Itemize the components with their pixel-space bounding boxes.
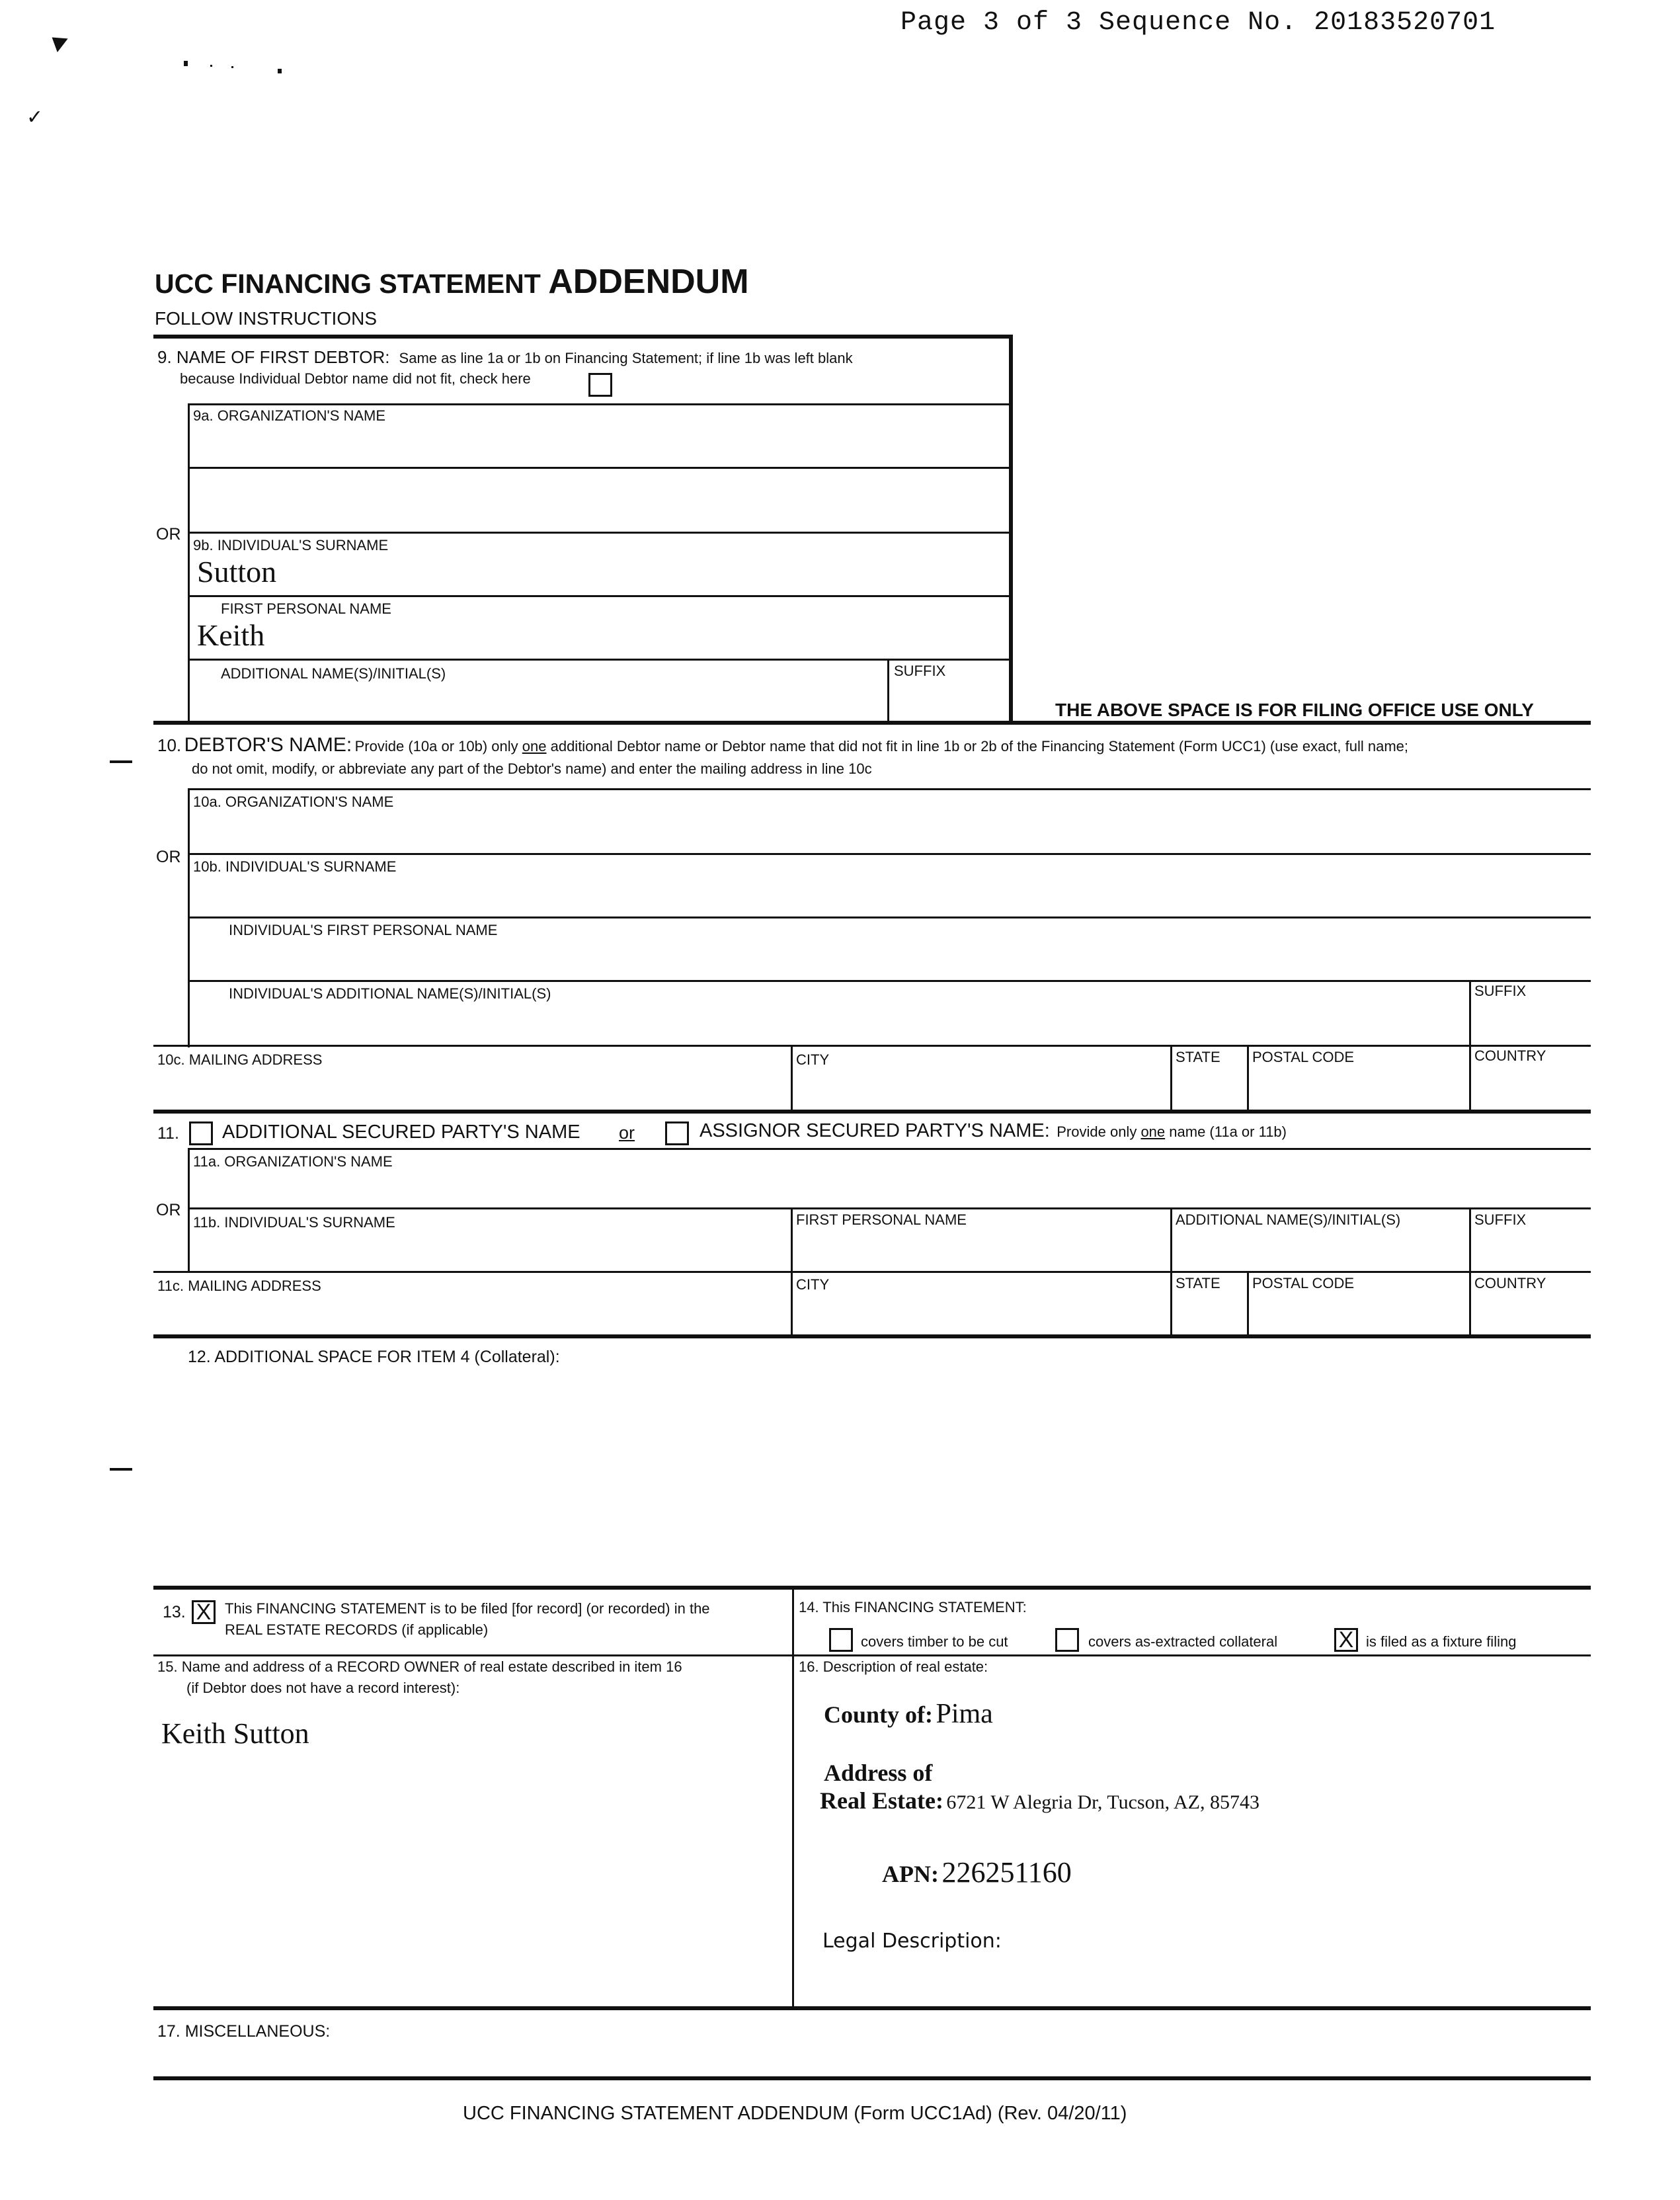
margin-mark <box>110 1468 132 1471</box>
rule <box>153 721 1591 725</box>
section9-note: because Individual Debtor name did not fit, check here <box>180 370 531 387</box>
scan-mark <box>210 65 212 67</box>
section9-surname-label: 9b. INDIVIDUAL'S SURNAME <box>193 537 389 553</box>
section11-additional-party-label: ADDITIONAL SECURED PARTY'S NAME <box>222 1121 580 1143</box>
rule <box>188 853 1591 855</box>
section11-mailing-field[interactable] <box>159 1295 787 1332</box>
section11-org-name-label: 11a. ORGANIZATION'S NAME <box>193 1153 393 1170</box>
section9-first-name-value[interactable]: Keith <box>197 618 265 652</box>
section15-record-owner[interactable]: Keith Sutton <box>161 1717 309 1750</box>
rule <box>188 1148 190 1272</box>
rule <box>188 403 1010 405</box>
form-footer: UCC FINANCING STATEMENT ADDENDUM (Form UCC1Ad) (Rev. 04/20/11) <box>463 2103 1127 2124</box>
section9-heading: 9. NAME OF FIRST DEBTOR: Same as line 1a or 1b on Financing Statement; if line 1b was left blank <box>157 347 853 367</box>
section9-same-as-checkbox[interactable] <box>588 373 612 397</box>
section10-city-field[interactable] <box>795 1069 1166 1106</box>
section14-fixture-checkbox[interactable]: X <box>1334 1628 1358 1652</box>
scan-mark <box>231 66 233 68</box>
rule <box>1247 1045 1249 1110</box>
rule <box>188 403 190 721</box>
rule <box>792 1590 794 2006</box>
section13-text-2: REAL ESTATE RECORDS (if applicable) <box>225 1621 489 1638</box>
section14-timber-label: covers timber to be cut <box>861 1633 1008 1650</box>
section16-legal-label: Legal Description: <box>822 1930 1002 1953</box>
form-title <box>155 262 749 302</box>
rule <box>153 1654 1591 1656</box>
rule <box>1170 1207 1172 1272</box>
rule <box>1469 1045 1471 1110</box>
section11-org-name-field[interactable] <box>192 1169 1580 1206</box>
follow-instructions: FOLLOW INSTRUCTIONS <box>155 308 378 329</box>
section11-or: OR <box>156 1201 181 1219</box>
section9-suffix-label: SUFFIX <box>894 663 946 679</box>
section13-num: 13. <box>163 1603 186 1621</box>
section9-org-name-label: 9a. ORGANIZATION'S NAME <box>193 407 386 424</box>
section9-org-name-field[interactable] <box>192 423 1005 463</box>
section10-first-name-field[interactable] <box>192 938 1580 977</box>
section10-note: do not omit, modify, or abbreviate any part of the Debtor's name) and enter the mailing address in line 10c <box>192 760 872 777</box>
scan-mark: ✓ <box>26 106 44 129</box>
section11-or-word: or <box>619 1123 635 1143</box>
section10-mailing-field[interactable] <box>159 1069 787 1106</box>
section16-apn: APN: 226251160 <box>882 1856 1072 1889</box>
section17-label: 17. MISCELLANEOUS: <box>157 2022 331 2041</box>
rule <box>188 980 1591 982</box>
rule <box>153 2076 1591 2080</box>
form-title-emph: ADDENDUM <box>548 263 749 301</box>
section15-label-2: (if Debtor does not have a record interest): <box>186 1680 460 1696</box>
section14-timber-checkbox[interactable] <box>829 1628 853 1652</box>
section10-or: OR <box>156 848 181 866</box>
section11-first-name-label: FIRST PERSONAL NAME <box>796 1211 967 1228</box>
section9-first-name-label: FIRST PERSONAL NAME <box>221 600 391 617</box>
section16-label: 16. Description of real estate: <box>799 1658 988 1675</box>
section11-state-label: STATE <box>1176 1275 1220 1291</box>
scan-mark <box>278 69 282 73</box>
rule <box>153 1334 1591 1338</box>
section9-additional-field[interactable] <box>192 681 885 718</box>
section10-surname-field[interactable] <box>192 874 1580 914</box>
rule <box>188 1207 1591 1209</box>
section14-fixture-label: is filed as a fixture filing <box>1366 1633 1517 1650</box>
rule <box>1170 1271 1172 1334</box>
rule <box>1247 1271 1249 1334</box>
section12-collateral-field[interactable] <box>188 1369 1583 1580</box>
section10-suffix-label: SUFFIX <box>1474 983 1527 999</box>
filing-office-note: THE ABOVE SPACE IS FOR FILING OFFICE USE ONLY <box>1055 700 1534 720</box>
section11-surname-field[interactable] <box>192 1231 787 1268</box>
rule <box>153 1110 1591 1114</box>
section10-state-label: STATE <box>1176 1049 1220 1065</box>
section11-country-label: COUNTRY <box>1474 1275 1546 1291</box>
rule <box>1009 335 1013 721</box>
section14-label: 14. This FINANCING STATEMENT: <box>799 1599 1027 1615</box>
section10-first-name-label: INDIVIDUAL'S FIRST PERSONAL NAME <box>229 922 498 938</box>
section17-misc-field[interactable] <box>159 2043 1580 2072</box>
section10-city-label: CITY <box>796 1051 830 1068</box>
section14-as-extracted-checkbox[interactable] <box>1055 1628 1079 1652</box>
rule <box>188 917 1591 918</box>
section10-additional-field[interactable] <box>192 1001 1461 1041</box>
section9-surname-value[interactable]: Sutton <box>197 555 277 589</box>
rule <box>153 1045 1591 1047</box>
rule <box>188 595 1010 597</box>
section11-assignor-party-checkbox[interactable] <box>665 1121 689 1145</box>
section11-surname-label: 11b. INDIVIDUAL'S SURNAME <box>193 1214 395 1231</box>
section16-address-label: Address of <box>824 1760 933 1786</box>
section10-org-name-field[interactable] <box>192 811 1580 850</box>
rule <box>1469 980 1471 1047</box>
section10-mailing-label: 10c. MAILING ADDRESS <box>157 1051 323 1068</box>
section10-surname-label: 10b. INDIVIDUAL'S SURNAME <box>193 858 397 875</box>
section11-postal-label: POSTAL CODE <box>1252 1275 1355 1291</box>
section11-suffix-label: SUFFIX <box>1474 1211 1527 1228</box>
rule <box>1170 1045 1172 1110</box>
scan-mark <box>184 61 188 66</box>
section11-additional-party-checkbox[interactable] <box>189 1121 213 1145</box>
rule <box>188 532 1010 534</box>
section10-heading: 10. DEBTOR'S NAME: Provide (10a or 10b) only one additional Debtor name or Debtor name that did not fit in line 1b or 2b of the Financing Statement (Form UCC1) (use exact, full name; <box>157 734 1409 756</box>
margin-mark <box>110 760 132 763</box>
page-sequence-header: Page 3 of 3 Sequence No. 20183520701 <box>900 8 1496 38</box>
rule <box>153 2006 1591 2010</box>
section9-additional-label: ADDITIONAL NAME(S)/INITIAL(S) <box>221 665 446 682</box>
section9-or: OR <box>156 525 181 544</box>
section13-real-estate-checkbox[interactable]: X <box>192 1600 216 1624</box>
section11-mailing-label: 11c. MAILING ADDRESS <box>157 1278 321 1294</box>
rule <box>887 659 889 721</box>
section10-additional-label: INDIVIDUAL'S ADDITIONAL NAME(S)/INITIAL(S) <box>229 985 551 1002</box>
section11-city-label: CITY <box>796 1276 830 1293</box>
form-title-main: UCC FINANCING STATEMENT <box>155 268 549 299</box>
section10-country-label: COUNTRY <box>1474 1047 1546 1064</box>
section15-label: 15. Name and address of a RECORD OWNER of real estate described in item 16 <box>157 1658 682 1675</box>
rule <box>188 788 1591 790</box>
rule <box>153 1271 1591 1273</box>
rule <box>188 467 1010 469</box>
section10-postal-label: POSTAL CODE <box>1252 1049 1355 1065</box>
section11-assignor-heading: ASSIGNOR SECURED PARTY'S NAME: Provide only one name (11a or 11b) <box>700 1120 1287 1141</box>
rule <box>791 1045 793 1110</box>
rule <box>188 1148 1591 1150</box>
section14-as-extracted-label: covers as-extracted collateral <box>1088 1633 1278 1650</box>
section16-address: Real Estate: 6721 W Alegria Dr, Tucson, AZ, 85743 <box>820 1787 1260 1814</box>
section10-org-name-label: 10a. ORGANIZATION'S NAME <box>193 794 394 810</box>
scan-mark <box>52 32 71 52</box>
rule <box>153 335 1013 339</box>
rule <box>153 1586 1591 1590</box>
section11-additional-label: ADDITIONAL NAME(S)/INITIAL(S) <box>1176 1211 1401 1228</box>
section12-label: 12. ADDITIONAL SPACE FOR ITEM 4 (Collateral): <box>188 1348 560 1366</box>
section13-text: This FINANCING STATEMENT is to be filed [for record] (or recorded) in the <box>225 1600 710 1617</box>
section16-county: County of: Pima <box>824 1699 993 1729</box>
section11-num: 11. <box>157 1124 179 1143</box>
